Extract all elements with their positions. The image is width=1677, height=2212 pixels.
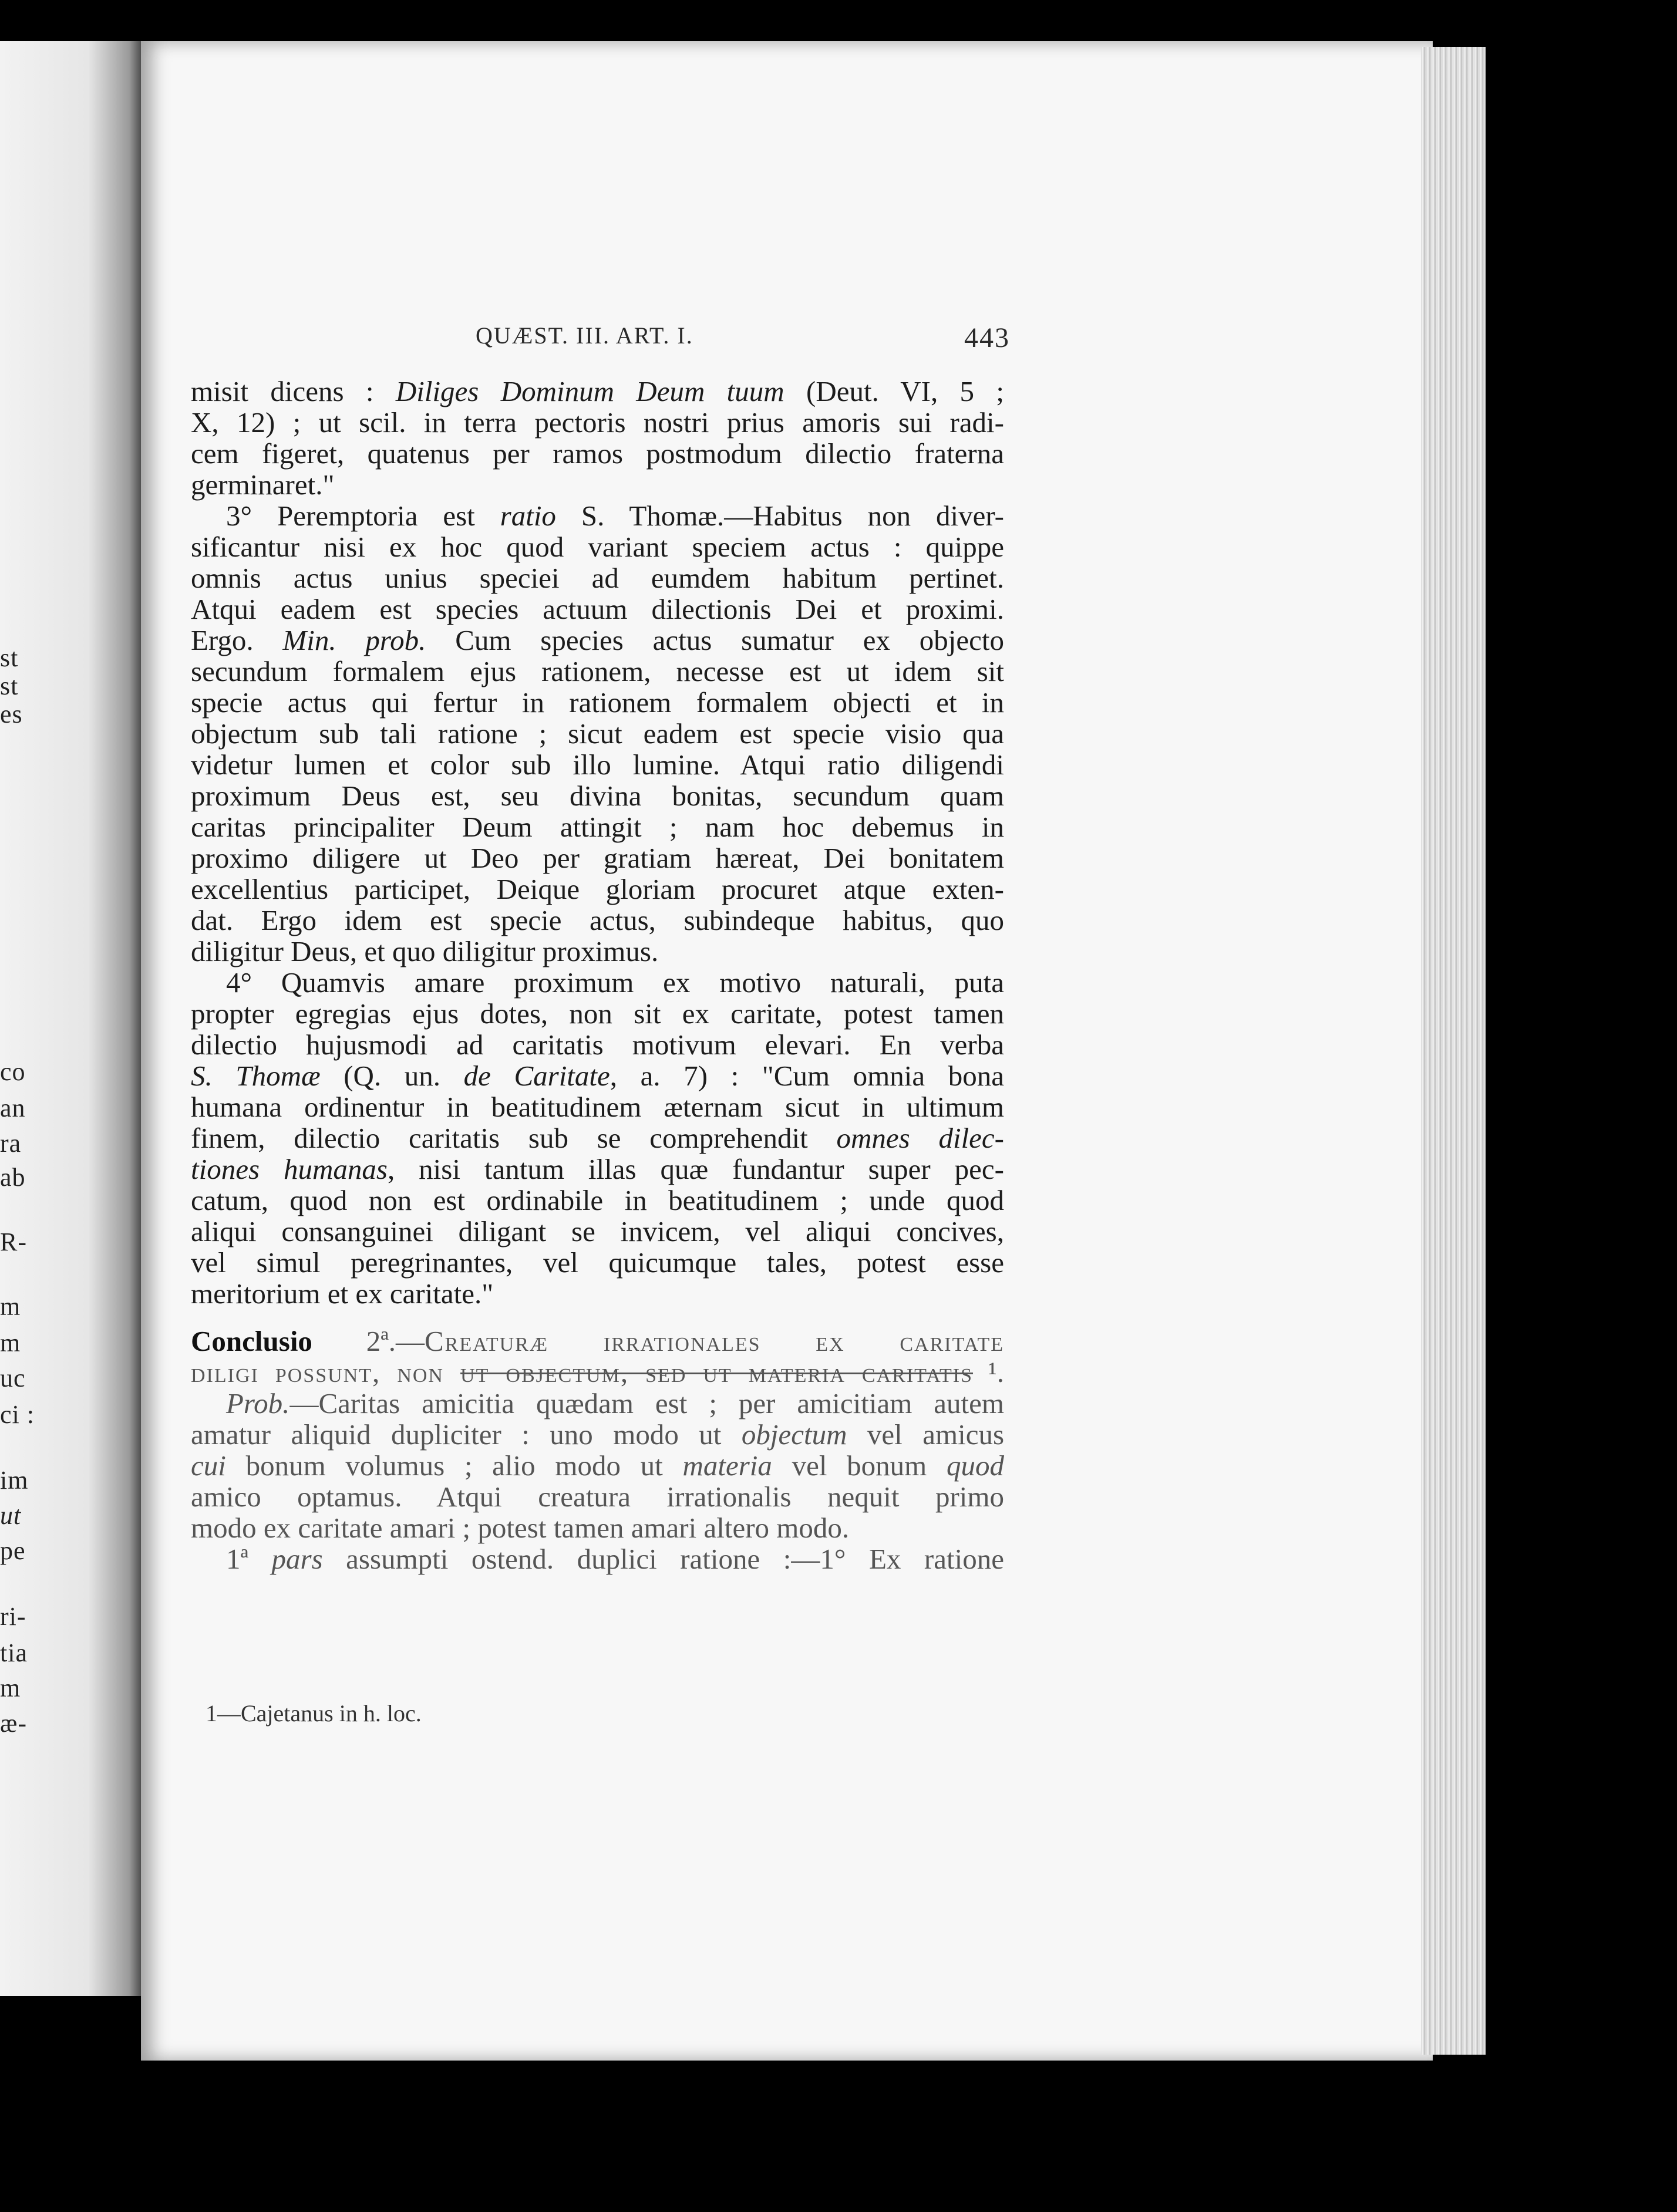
text-line: excellentius participet, Deique gloriam procuret atque exten- (191, 873, 1004, 905)
text-line: 3° Peremptoria est ratio S. Thomæ.—Habitus non diver- (226, 500, 1004, 532)
left-page-fragment: st (0, 643, 19, 672)
left-page-fragment: m (0, 1328, 21, 1357)
text-line: finem, dilectio caritatis sub se comprehendit omnes dilec- (191, 1122, 1004, 1154)
text-line: cui bonum volumus ; alio modo ut materia vel bonum quod (191, 1449, 1004, 1482)
text-line: objectum sub tali ratione ; sicut eadem est specie visio qua (191, 717, 1004, 750)
left-page-fragment: es (0, 700, 23, 729)
text-line: specie actus qui fertur in rationem formalem objecti et in (191, 686, 1004, 719)
text-line: vel simul peregrinantes, vel quicumque tales, potest esse (191, 1246, 1004, 1279)
left-page-fragment: ab (0, 1163, 26, 1192)
left-page-fragment: m (0, 1292, 21, 1321)
left-page-fragment: ra (0, 1129, 22, 1158)
left-page-fragment: æ- (0, 1709, 27, 1738)
running-title: QUÆST. III. ART. I. (476, 322, 693, 349)
page-body (191, 376, 1004, 1574)
text-line: cem figeret, quatenus per ramos postmodum dilectio fraterna (191, 437, 1004, 470)
conclusio-heading-line: Conclusio 2ª.—Creaturæ irrationales ex caritate (191, 1325, 1004, 1357)
left-page-fragment: ri- (0, 1602, 26, 1631)
left-page-fragment: uc (0, 1364, 26, 1392)
text-line: sificantur nisi ex hoc quod variant speciem actus : quippe (191, 531, 1004, 563)
text-line: Ergo. Min. prob. Cum species actus sumatur ex objecto (191, 624, 1004, 656)
left-page-fragment: m (0, 1674, 21, 1702)
text-line: caritas principaliter Deum attingit ; nam hoc debemus in (191, 811, 1004, 843)
text-line: meritorium et ex caritate." (191, 1277, 494, 1310)
left-page-fragment: im (0, 1466, 29, 1495)
text-line: amico optamus. Atqui creatura irrationalis nequit primo (191, 1481, 1004, 1513)
text-line: Prob.—Caritas amicitia quædam est ; per amicitiam autem (226, 1387, 1004, 1419)
left-page-fragment: co (0, 1057, 26, 1086)
text-line: dat. Ergo idem est specie actus, subindeque habitus, quo (191, 904, 1004, 936)
text-line: X, 12) ; ut scil. in terra pectoris nostri prius amoris sui radi- (191, 406, 1004, 439)
text-line: S. Thomæ (Q. un. de Caritate, a. 7) : "Cum omnia bona (191, 1060, 1004, 1092)
text-line: videtur lumen et color sub illo lumine. Atqui ratio diligendi (191, 748, 1004, 781)
page-block-edge (1421, 47, 1486, 2055)
left-facing-page (0, 41, 147, 1996)
left-page-fragment: R- (0, 1228, 27, 1256)
text-line: tiones humanas, nisi tantum illas quæ fundantur super pec- (191, 1153, 1004, 1185)
text-line: humana ordinentur in beatitudinem æternam sicut in ultimum (191, 1091, 1004, 1123)
text-line: germinaret." (191, 468, 335, 501)
text-line: diligitur Deus, et quo diligitur proximus. (191, 935, 659, 967)
left-page-fragment: ci : (0, 1400, 35, 1429)
page-number: 443 (964, 322, 1010, 353)
conclusio-heading-line: diligi possunt, non ut objectum, sed ut materia caritatis ¹. (191, 1356, 1004, 1388)
text-line: secundum formalem ejus rationem, necesse est ut idem sit (191, 655, 1004, 687)
text-line: dilectio hujusmodi ad caritatis motivum elevari. En verba (191, 1029, 1004, 1061)
left-page-fragment: an (0, 1094, 26, 1122)
text-line: proximum Deus est, seu divina bonitas, secundum quam (191, 780, 1004, 812)
left-page-fragment: ut (0, 1501, 22, 1530)
text-line: aliqui consanguinei diligant se invicem, vel aliqui concives, (191, 1215, 1004, 1247)
text-line: catum, quod non est ordinabile in beatitudinem ; unde quod (191, 1184, 1004, 1216)
text-line: propter egregias ejus dotes, non sit ex caritate, potest tamen (191, 997, 1004, 1030)
left-page-fragment: tia (0, 1638, 28, 1667)
left-page-fragment: st (0, 672, 19, 700)
text-line: omnis actus unius speciei ad eumdem habitum pertinet. (191, 562, 1004, 594)
text-line: 1ª pars assumpti ostend. duplici ratione :—1° Ex ratione (226, 1543, 1004, 1575)
text-line: Atqui eadem est species actuum dilectionis Dei et proximi. (191, 593, 1004, 625)
left-page-fragment: pe (0, 1536, 26, 1565)
text-line: misit dicens : Diliges Dominum Deum tuum (Deut. VI, 5 ; (191, 375, 1005, 407)
footnote: 1—Cajetanus in h. loc. (206, 1700, 422, 1727)
text-line: modo ex caritate amari ; potest tamen amari altero modo. (191, 1512, 850, 1544)
text-line: proximo diligere ut Deo per gratiam hæreat, Dei bonitatem (191, 842, 1004, 874)
text-line: 4° Quamvis amare proximum ex motivo naturali, puta (226, 966, 1004, 999)
text-line: amatur aliquid dupliciter : uno modo ut objectum vel amicus (191, 1418, 1005, 1451)
